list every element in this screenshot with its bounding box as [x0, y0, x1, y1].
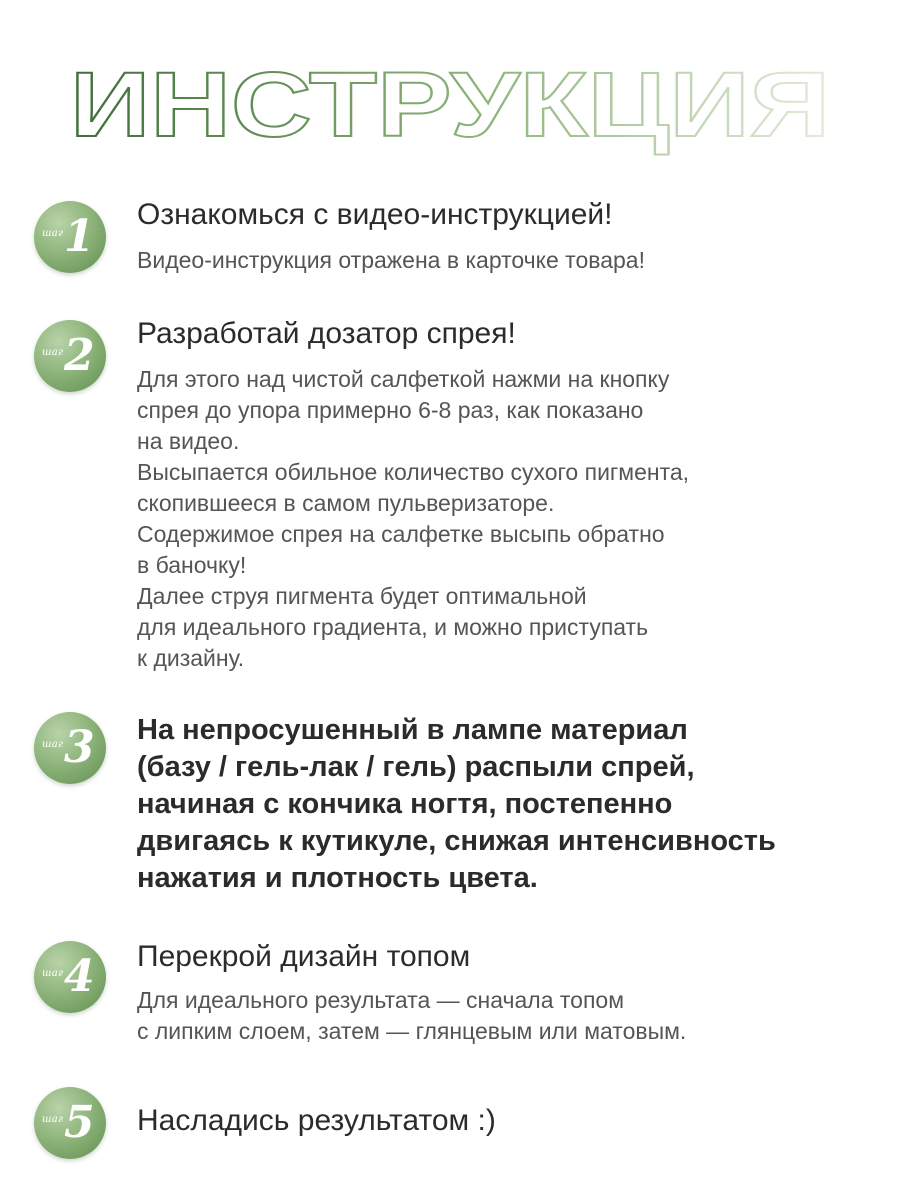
step-3-title: На непросушенный в лампе материал (базу / гель-лак / гель) распыли спрей, начиная с кончика ногтя, постепенно двигаясь к кутикуле, снижая интенсивность нажатия и плотность цвета.: [137, 714, 776, 894]
title-text: ИНСТРУКЦИЯ: [70, 54, 830, 156]
step-2-text: Для этого над чистой салфеткой нажми на кнопку спрея до упора примерно 6-8 раз, как показано на видео. Высыпается обильное количество сухого пигмента, скопившееся в самом пульверизаторе. Содержимое спрея на салфетке высыпь обратно в баночку! Далее струя пигмента будет оптимальной для идеального градиента, и можно приступать к дизайну.: [137, 366, 690, 671]
step-3-badge: [34, 712, 106, 784]
step-2-badge: [34, 320, 106, 392]
step-label: шаг: [42, 347, 64, 358]
step-label: шаг: [42, 1114, 64, 1125]
step-5-title: Насладись результатом :): [137, 1104, 496, 1137]
step-4-badge: [34, 941, 106, 1013]
step-1-title: Ознакомься с видео-инструкцией!: [137, 198, 613, 231]
step-1-badge: [34, 201, 106, 273]
step-label: шаг: [42, 228, 64, 239]
step-label: шаг: [42, 968, 64, 979]
step-4-title: Перекрой дизайн топом: [137, 940, 471, 973]
step-number: 2: [64, 330, 95, 381]
step-number: 1: [64, 211, 95, 262]
outlined-title: [0, 48, 900, 168]
step-1-text: Видео-инструкция отражена в карточке товара!: [137, 247, 645, 273]
step-2-title: Разработай дозатор спрея!: [137, 317, 516, 350]
step-5-badge: [34, 1087, 106, 1159]
step-4-text: Для идеального результата — сначала топом с липким слоем, затем — глянцевым или матовым.: [137, 987, 687, 1044]
page-title: [0, 48, 900, 168]
step-number: 3: [64, 722, 95, 773]
step-number: 4: [64, 951, 95, 1002]
step-number: 5: [64, 1097, 95, 1148]
step-label: шаг: [42, 739, 64, 750]
